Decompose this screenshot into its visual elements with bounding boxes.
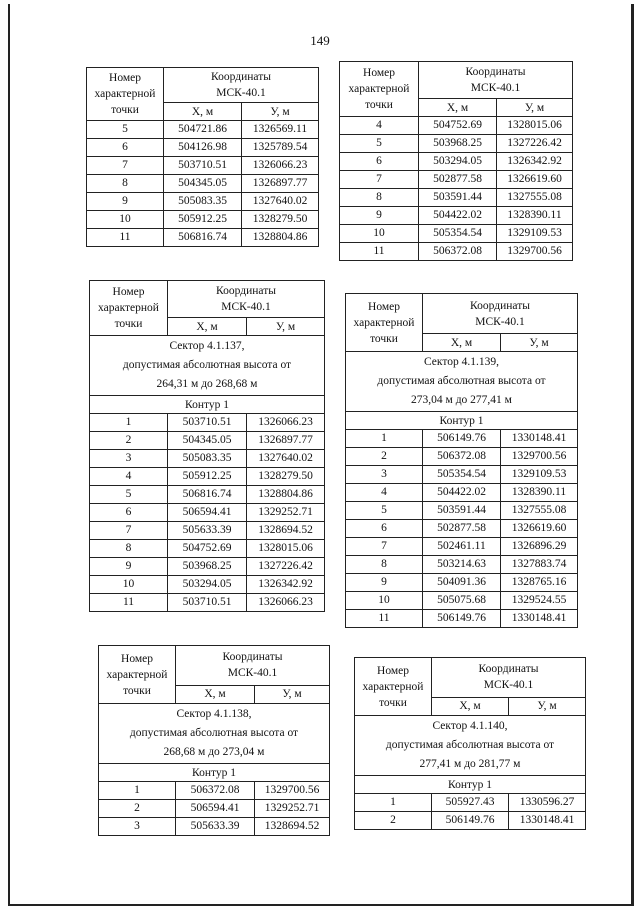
table-row bbox=[90, 450, 325, 468]
table-row bbox=[346, 610, 578, 628]
x-coordinate-cell: 503214.63 bbox=[423, 556, 501, 574]
x-coordinate-cell: 506149.76 bbox=[432, 812, 509, 830]
table-row bbox=[346, 556, 578, 574]
point-number-cell: 11 bbox=[90, 594, 168, 612]
y-coordinate-cell: 1326066.23 bbox=[247, 414, 325, 432]
table-row bbox=[90, 486, 325, 504]
point-number-cell: 5 bbox=[340, 135, 419, 153]
table-row bbox=[340, 189, 573, 207]
y-coordinate-cell: 1325789.54 bbox=[242, 139, 319, 157]
y-coordinate-cell: 1329109.53 bbox=[497, 225, 573, 243]
point-number-cell: 4 bbox=[340, 117, 419, 135]
point-number-cell: 8 bbox=[90, 540, 168, 558]
y-coordinate-cell: 1326569.11 bbox=[242, 121, 319, 139]
point-column-header: Номер характерной точки bbox=[90, 281, 168, 336]
coordinates-table-sector-138 bbox=[98, 645, 330, 836]
x-coordinate-cell: 506149.76 bbox=[423, 610, 501, 628]
y-coordinate-cell: 1328804.86 bbox=[242, 229, 319, 247]
table-row bbox=[90, 594, 325, 612]
coords-header: Координаты МСК-40.1 bbox=[432, 658, 586, 698]
x-coordinate-cell: 506816.74 bbox=[164, 229, 242, 247]
x-coordinate-cell: 506372.08 bbox=[176, 782, 255, 800]
table-row bbox=[87, 157, 319, 175]
x-coordinate-cell: 503710.51 bbox=[168, 594, 247, 612]
table-row bbox=[90, 414, 325, 432]
point-number-cell: 1 bbox=[355, 794, 432, 812]
coords-header: Координаты МСК-40.1 bbox=[168, 281, 325, 318]
x-coordinate-cell: 503968.25 bbox=[168, 558, 247, 576]
point-number-cell: 7 bbox=[346, 538, 423, 556]
point-number-cell: 5 bbox=[90, 486, 168, 504]
point-number-cell: 10 bbox=[346, 592, 423, 610]
y-coordinate-cell: 1328390.11 bbox=[497, 207, 573, 225]
x-coordinate-cell: 505083.35 bbox=[168, 450, 247, 468]
table-row bbox=[87, 211, 319, 229]
table-row bbox=[90, 576, 325, 594]
table-row bbox=[346, 592, 578, 610]
y-coordinate-cell: 1327555.08 bbox=[497, 189, 573, 207]
x-coordinate-cell: 503591.44 bbox=[423, 502, 501, 520]
coords-header: Координаты МСК-40.1 bbox=[419, 62, 573, 99]
y-coordinate-cell: 1329109.53 bbox=[501, 466, 578, 484]
x-header: X, м bbox=[419, 99, 497, 117]
y-coordinate-cell: 1328015.06 bbox=[497, 117, 573, 135]
x-coordinate-cell: 502877.58 bbox=[423, 520, 501, 538]
point-column-header: Номер характерной точки bbox=[99, 646, 176, 704]
contour-label: Контур 1 bbox=[90, 396, 325, 414]
x-coordinate-cell: 505354.54 bbox=[419, 225, 497, 243]
sector-caption: Сектор 4.1.137, допустимая абсолютная высота от 264,31 м до 268,68 м bbox=[90, 336, 325, 396]
x-coordinate-cell: 503294.05 bbox=[419, 153, 497, 171]
table-row bbox=[340, 117, 573, 135]
y-coordinate-cell: 1327555.08 bbox=[501, 502, 578, 520]
y-coordinate-cell: 1330148.41 bbox=[509, 812, 586, 830]
x-coordinate-cell: 504721.86 bbox=[164, 121, 242, 139]
y-coordinate-cell: 1326066.23 bbox=[247, 594, 325, 612]
point-number-cell: 6 bbox=[340, 153, 419, 171]
y-coordinate-cell: 1326897.77 bbox=[242, 175, 319, 193]
point-column-header: Номер характерной точки bbox=[355, 658, 432, 716]
x-coordinate-cell: 504422.02 bbox=[419, 207, 497, 225]
coordinates-table-2 bbox=[339, 61, 573, 261]
point-number-cell: 8 bbox=[340, 189, 419, 207]
table-row bbox=[87, 229, 319, 247]
table-row bbox=[340, 207, 573, 225]
y-coordinate-cell: 1327226.42 bbox=[497, 135, 573, 153]
table-row bbox=[346, 466, 578, 484]
y-coordinate-cell: 1329524.55 bbox=[501, 592, 578, 610]
x-header: X, м bbox=[432, 697, 509, 715]
y-coordinate-cell: 1326619.60 bbox=[497, 171, 573, 189]
point-number-cell: 7 bbox=[340, 171, 419, 189]
x-coordinate-cell: 504345.05 bbox=[164, 175, 242, 193]
table-row bbox=[87, 139, 319, 157]
x-coordinate-cell: 505927.43 bbox=[432, 794, 509, 812]
table-row bbox=[346, 520, 578, 538]
table-row bbox=[346, 448, 578, 466]
y-coordinate-cell: 1326896.29 bbox=[501, 538, 578, 556]
point-number-cell: 8 bbox=[346, 556, 423, 574]
y-coordinate-cell: 1327883.74 bbox=[501, 556, 578, 574]
x-coordinate-cell: 505083.35 bbox=[164, 193, 242, 211]
table-row bbox=[99, 800, 330, 818]
point-number-cell: 10 bbox=[87, 211, 164, 229]
x-coordinate-cell: 506372.08 bbox=[423, 448, 501, 466]
point-number-cell: 6 bbox=[87, 139, 164, 157]
page-number: 149 bbox=[310, 33, 330, 48]
x-coordinate-cell: 505633.39 bbox=[176, 818, 255, 836]
table-row bbox=[346, 502, 578, 520]
point-number-cell: 2 bbox=[346, 448, 423, 466]
y-coordinate-cell: 1326066.23 bbox=[242, 157, 319, 175]
contour-label: Контур 1 bbox=[355, 776, 586, 794]
table-row bbox=[99, 782, 330, 800]
point-number-cell: 5 bbox=[87, 121, 164, 139]
y-coordinate-cell: 1328279.50 bbox=[247, 468, 325, 486]
table-row bbox=[340, 171, 573, 189]
x-coordinate-cell: 503968.25 bbox=[419, 135, 497, 153]
x-coordinate-cell: 503591.44 bbox=[419, 189, 497, 207]
table-row bbox=[340, 135, 573, 153]
table-row bbox=[346, 484, 578, 502]
point-column-header: Номер характерной точки bbox=[87, 68, 164, 121]
x-coordinate-cell: 505354.54 bbox=[423, 466, 501, 484]
point-column-header: Номер характерной точки bbox=[346, 294, 423, 352]
y-header: У, м bbox=[255, 685, 330, 703]
table-row bbox=[346, 430, 578, 448]
y-coordinate-cell: 1328279.50 bbox=[242, 211, 319, 229]
point-number-cell: 9 bbox=[87, 193, 164, 211]
x-coordinate-cell: 502461.11 bbox=[423, 538, 501, 556]
point-number-cell: 3 bbox=[90, 450, 168, 468]
point-column-header: Номер характерной точки bbox=[340, 62, 419, 117]
y-coordinate-cell: 1328804.86 bbox=[247, 486, 325, 504]
x-coordinate-cell: 503710.51 bbox=[164, 157, 242, 175]
y-coordinate-cell: 1329700.56 bbox=[255, 782, 330, 800]
y-coordinate-cell: 1328694.52 bbox=[255, 818, 330, 836]
x-coordinate-cell: 502877.58 bbox=[419, 171, 497, 189]
point-number-cell: 2 bbox=[90, 432, 168, 450]
point-number-cell: 6 bbox=[346, 520, 423, 538]
y-header: У, м bbox=[509, 697, 586, 715]
table-row bbox=[340, 153, 573, 171]
coordinates-table-sector-139 bbox=[345, 293, 578, 628]
x-coordinate-cell: 504422.02 bbox=[423, 484, 501, 502]
point-number-cell: 10 bbox=[340, 225, 419, 243]
table-row bbox=[340, 225, 573, 243]
point-number-cell: 1 bbox=[90, 414, 168, 432]
y-header: У, м bbox=[242, 103, 319, 121]
sector-caption: Сектор 4.1.140, допустимая абсолютная высота от 277,41 м до 281,77 м bbox=[355, 716, 586, 776]
table-row bbox=[90, 522, 325, 540]
x-coordinate-cell: 504091.36 bbox=[423, 574, 501, 592]
table-row bbox=[87, 121, 319, 139]
point-number-cell: 4 bbox=[346, 484, 423, 502]
x-header: X, м bbox=[164, 103, 242, 121]
sector-caption: Сектор 4.1.138, допустимая абсолютная высота от 268,68 м до 273,04 м bbox=[99, 704, 330, 764]
x-coordinate-cell: 506594.41 bbox=[176, 800, 255, 818]
y-coordinate-cell: 1327640.02 bbox=[247, 450, 325, 468]
point-number-cell: 2 bbox=[355, 812, 432, 830]
table-row bbox=[90, 468, 325, 486]
sector-caption: Сектор 4.1.139, допустимая абсолютная высота от 273,04 м до 277,41 м bbox=[346, 352, 578, 412]
table-row bbox=[355, 812, 586, 830]
coordinates-table-sector-140 bbox=[354, 657, 586, 830]
point-number-cell: 9 bbox=[90, 558, 168, 576]
y-coordinate-cell: 1326897.77 bbox=[247, 432, 325, 450]
point-number-cell: 3 bbox=[346, 466, 423, 484]
y-coordinate-cell: 1330596.27 bbox=[509, 794, 586, 812]
y-header: У, м bbox=[501, 334, 578, 352]
y-coordinate-cell: 1329700.56 bbox=[497, 243, 573, 261]
table-row bbox=[90, 504, 325, 522]
table-row bbox=[346, 574, 578, 592]
point-number-cell: 2 bbox=[99, 800, 176, 818]
point-number-cell: 4 bbox=[90, 468, 168, 486]
x-coordinate-cell: 505075.68 bbox=[423, 592, 501, 610]
point-number-cell: 1 bbox=[99, 782, 176, 800]
table-row bbox=[87, 175, 319, 193]
point-number-cell: 11 bbox=[346, 610, 423, 628]
point-number-cell: 7 bbox=[90, 522, 168, 540]
table-row bbox=[87, 193, 319, 211]
y-header: У, м bbox=[247, 318, 325, 336]
y-coordinate-cell: 1328015.06 bbox=[247, 540, 325, 558]
x-coordinate-cell: 505633.39 bbox=[168, 522, 247, 540]
point-number-cell: 10 bbox=[90, 576, 168, 594]
x-coordinate-cell: 506372.08 bbox=[419, 243, 497, 261]
x-header: X, м bbox=[168, 318, 247, 336]
point-number-cell: 7 bbox=[87, 157, 164, 175]
x-coordinate-cell: 503710.51 bbox=[168, 414, 247, 432]
table-row bbox=[346, 538, 578, 556]
coordinates-table-sector-137 bbox=[89, 280, 325, 612]
point-number-cell: 8 bbox=[87, 175, 164, 193]
y-coordinate-cell: 1329700.56 bbox=[501, 448, 578, 466]
x-coordinate-cell: 506149.76 bbox=[423, 430, 501, 448]
point-number-cell: 6 bbox=[90, 504, 168, 522]
y-coordinate-cell: 1328390.11 bbox=[501, 484, 578, 502]
y-header: У, м bbox=[497, 99, 573, 117]
x-coordinate-cell: 504752.69 bbox=[168, 540, 247, 558]
y-coordinate-cell: 1330148.41 bbox=[501, 610, 578, 628]
contour-label: Контур 1 bbox=[346, 412, 578, 430]
y-coordinate-cell: 1327226.42 bbox=[247, 558, 325, 576]
x-coordinate-cell: 504126.98 bbox=[164, 139, 242, 157]
x-coordinate-cell: 505912.25 bbox=[164, 211, 242, 229]
y-coordinate-cell: 1330148.41 bbox=[501, 430, 578, 448]
x-coordinate-cell: 505912.25 bbox=[168, 468, 247, 486]
table-row bbox=[340, 243, 573, 261]
y-coordinate-cell: 1329252.71 bbox=[255, 800, 330, 818]
y-coordinate-cell: 1328694.52 bbox=[247, 522, 325, 540]
y-coordinate-cell: 1326342.92 bbox=[497, 153, 573, 171]
point-number-cell: 5 bbox=[346, 502, 423, 520]
x-coordinate-cell: 506816.74 bbox=[168, 486, 247, 504]
table-row bbox=[90, 540, 325, 558]
table-row bbox=[99, 818, 330, 836]
point-number-cell: 11 bbox=[340, 243, 419, 261]
point-number-cell: 9 bbox=[340, 207, 419, 225]
point-number-cell: 1 bbox=[346, 430, 423, 448]
x-coordinate-cell: 506594.41 bbox=[168, 504, 247, 522]
table-row bbox=[355, 794, 586, 812]
table-row bbox=[90, 432, 325, 450]
y-coordinate-cell: 1326619.60 bbox=[501, 520, 578, 538]
x-coordinate-cell: 504752.69 bbox=[419, 117, 497, 135]
contour-label: Контур 1 bbox=[99, 764, 330, 782]
coords-header: Координаты МСК-40.1 bbox=[423, 294, 578, 334]
point-number-cell: 9 bbox=[346, 574, 423, 592]
x-header: X, м bbox=[176, 685, 255, 703]
point-number-cell: 11 bbox=[87, 229, 164, 247]
coords-header: Координаты МСК-40.1 bbox=[164, 68, 319, 103]
y-coordinate-cell: 1327640.02 bbox=[242, 193, 319, 211]
point-number-cell: 3 bbox=[99, 818, 176, 836]
y-coordinate-cell: 1326342.92 bbox=[247, 576, 325, 594]
table-row bbox=[90, 558, 325, 576]
coords-header: Координаты МСК-40.1 bbox=[176, 646, 330, 686]
x-header: X, м bbox=[423, 334, 501, 352]
coordinates-table-1 bbox=[86, 67, 319, 247]
y-coordinate-cell: 1328765.16 bbox=[501, 574, 578, 592]
x-coordinate-cell: 504345.05 bbox=[168, 432, 247, 450]
x-coordinate-cell: 503294.05 bbox=[168, 576, 247, 594]
y-coordinate-cell: 1329252.71 bbox=[247, 504, 325, 522]
